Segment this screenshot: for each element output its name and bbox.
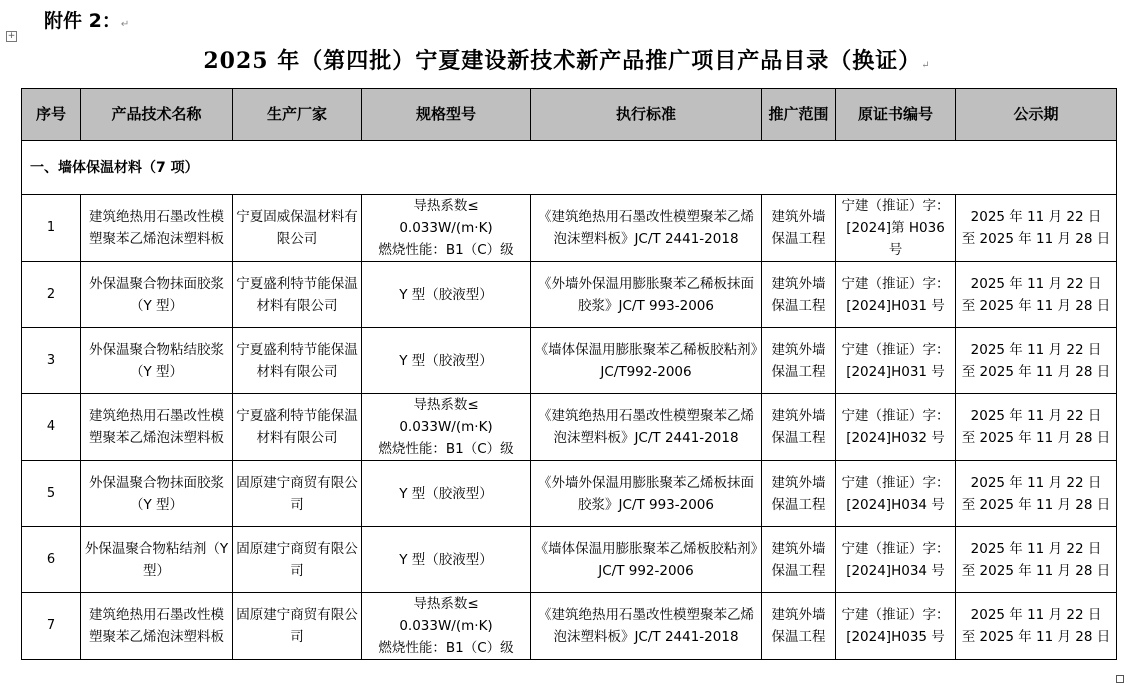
cell-spec [362, 593, 531, 660]
period-start: 2025 年 11 月 22 日 [970, 209, 1102, 225]
period-start: 2025 年 11 月 22 日 [970, 474, 1102, 491]
table-row [22, 195, 1117, 262]
spec-line: 导热系数≤ [413, 596, 479, 612]
cell-maker: 宁夏盛利特节能保温材料有限公司 [233, 262, 362, 328]
header-product: 产品技术名称 [81, 89, 233, 141]
spec-line: 燃烧性能：B1（C）级 [378, 640, 514, 656]
table-row [22, 394, 1117, 461]
cell-maker: 固原建宁商贸有限公司 [233, 527, 362, 593]
cert-line: 宁建（推证）字： [841, 607, 950, 623]
cell-standard: 《墙体保温用膨胀聚苯乙稀板胶粘剂》JC/T992-2006 [531, 328, 762, 394]
cell-scope: 建筑外墙保温工程 [762, 394, 836, 461]
cell-index: 4 [22, 394, 81, 461]
cell-standard: 《建筑绝热用石墨改性模塑聚苯乙烯泡沫塑料板》JC/T 2441-2018 [531, 593, 762, 660]
spec-line: 燃烧性能：B1（C）级 [378, 242, 514, 258]
table-row [22, 461, 1117, 527]
cell-cert [836, 394, 956, 461]
spec-line: Y 型（胶液型） [399, 485, 493, 502]
cell-spec [362, 394, 531, 461]
header-cert: 原证书编号 [836, 89, 956, 141]
header-period: 公示期 [956, 89, 1117, 141]
cell-product: 外保温聚合物抹面胶浆（Y 型） [81, 262, 233, 328]
cell-cert [836, 527, 956, 593]
cell-standard: 《外墙外保温用膨胀聚苯乙稀板抹面胶浆》JC/T 993-2006 [531, 262, 762, 328]
cert-line: [2024]H034 号 [846, 562, 945, 579]
cert-line: 宁建（推证）字： [841, 198, 950, 214]
header-spec: 规格型号 [362, 89, 531, 141]
period-end: 至 2025 年 11 月 28 日 [961, 430, 1111, 446]
period-start: 2025 年 11 月 22 日 [970, 540, 1102, 557]
period-start: 2025 年 11 月 22 日 [970, 275, 1102, 292]
cell-scope: 建筑外墙保温工程 [762, 328, 836, 394]
table-row [22, 593, 1117, 660]
spec-line: Y 型（胶液型） [399, 352, 493, 369]
cell-period [956, 461, 1117, 527]
page-title: 2025 年（第四批）宁夏建设新技术新产品推广项目产品目录（换证）↵ [203, 48, 931, 74]
period-end: 至 2025 年 11 月 28 日 [961, 629, 1111, 645]
period-start: 2025 年 11 月 22 日 [970, 607, 1102, 623]
cell-product: 外保温聚合物粘结胶浆（Y 型） [81, 328, 233, 394]
cell-maker: 宁夏盛利特节能保温材料有限公司 [233, 328, 362, 394]
cell-spec [362, 527, 531, 593]
spec-line: 燃烧性能：B1（C）级 [378, 441, 514, 457]
cert-line: [2024]H031 号 [846, 363, 945, 380]
cell-period [956, 394, 1117, 461]
cell-scope: 建筑外墙保温工程 [762, 262, 836, 328]
cell-spec [362, 262, 531, 328]
cell-product: 建筑绝热用石墨改性模塑聚苯乙烯泡沫塑料板 [81, 593, 233, 660]
cell-period [956, 527, 1117, 593]
cell-index: 3 [22, 328, 81, 394]
cell-index: 1 [22, 195, 81, 262]
cell-standard: 《建筑绝热用石墨改性模塑聚苯乙烯泡沫塑料板》JC/T 2441-2018 [531, 195, 762, 262]
cell-period [956, 262, 1117, 328]
category-row [22, 141, 1117, 195]
cell-standard: 《墙体保温用膨胀聚苯乙烯板胶粘剂》JC/T 992-2006 [531, 527, 762, 593]
cell-maker: 宁夏盛利特节能保温材料有限公司 [233, 394, 362, 461]
cell-scope: 建筑外墙保温工程 [762, 461, 836, 527]
cell-index: 5 [22, 461, 81, 527]
period-end: 至 2025 年 11 月 28 日 [961, 297, 1111, 314]
cert-line: [2024]第 H036 号 [846, 220, 945, 258]
cell-cert [836, 195, 956, 262]
cert-line: 宁建（推证）字： [841, 341, 950, 358]
spec-line: 0.033W/(m·K) [399, 419, 493, 435]
cell-period [956, 328, 1117, 394]
header-index: 序号 [22, 89, 81, 141]
cert-line: [2024]H034 号 [846, 496, 945, 513]
cell-scope: 建筑外墙保温工程 [762, 195, 836, 262]
cell-maker: 宁夏固威保温材料有限公司 [233, 195, 362, 262]
table-row [22, 527, 1117, 593]
cell-index: 2 [22, 262, 81, 328]
cell-product: 外保温聚合物粘结剂（Y 型） [81, 527, 233, 593]
category-label: 一、墙体保温材料（7 项） [22, 141, 1117, 195]
attachment-label: 附件 2：↵ [44, 10, 130, 32]
table-anchor-icon[interactable]: + [7, 31, 16, 41]
cell-scope: 建筑外墙保温工程 [762, 527, 836, 593]
spec-line: 0.033W/(m·K) [399, 618, 493, 634]
spec-line: Y 型（胶液型） [399, 551, 493, 568]
period-start: 2025 年 11 月 22 日 [970, 408, 1102, 424]
table-row [22, 328, 1117, 394]
spec-line: 0.033W/(m·K) [399, 220, 493, 236]
period-end: 至 2025 年 11 月 28 日 [961, 231, 1111, 247]
header-standard: 执行标准 [531, 89, 762, 141]
cell-cert [836, 593, 956, 660]
cell-product: 外保温聚合物抹面胶浆（Y 型） [81, 461, 233, 527]
header-maker: 生产厂家 [233, 89, 362, 141]
header-row [22, 89, 1117, 141]
cell-spec [362, 195, 531, 262]
cell-cert [836, 328, 956, 394]
cert-line: 宁建（推证）字： [841, 540, 950, 557]
spec-line: 导热系数≤ [413, 198, 479, 214]
cell-spec [362, 461, 531, 527]
spec-line: Y 型（胶液型） [399, 286, 493, 303]
product-table [21, 88, 1117, 660]
cell-product: 建筑绝热用石墨改性模塑聚苯乙烯泡沫塑料板 [81, 394, 233, 461]
cell-period [956, 195, 1117, 262]
spec-line: 导热系数≤ [413, 397, 479, 413]
table-end-marker [1116, 675, 1124, 683]
cell-cert [836, 262, 956, 328]
cell-index: 6 [22, 527, 81, 593]
cert-line: 宁建（推证）字： [841, 408, 950, 424]
cert-line: 宁建（推证）字： [841, 275, 950, 292]
table-row [22, 262, 1117, 328]
period-start: 2025 年 11 月 22 日 [970, 341, 1102, 358]
period-end: 至 2025 年 11 月 28 日 [961, 496, 1111, 513]
cert-line: [2024]H032 号 [846, 430, 945, 446]
cell-scope: 建筑外墙保温工程 [762, 593, 836, 660]
cell-standard: 《外墙外保温用膨胀聚苯乙烯板抹面胶浆》JC/T 993-2006 [531, 461, 762, 527]
cell-maker: 固原建宁商贸有限公司 [233, 593, 362, 660]
cert-line: 宁建（推证）字： [841, 474, 950, 491]
cell-maker: 固原建宁商贸有限公司 [233, 461, 362, 527]
cell-cert [836, 461, 956, 527]
cert-line: [2024]H035 号 [846, 629, 945, 645]
cell-product: 建筑绝热用石墨改性模塑聚苯乙烯泡沫塑料板 [81, 195, 233, 262]
cell-standard: 《建筑绝热用石墨改性模塑聚苯乙烯泡沫塑料板》JC/T 2441-2018 [531, 394, 762, 461]
cell-period [956, 593, 1117, 660]
period-end: 至 2025 年 11 月 28 日 [961, 363, 1111, 380]
period-end: 至 2025 年 11 月 28 日 [961, 562, 1111, 579]
header-scope: 推广范围 [762, 89, 836, 141]
cert-line: [2024]H031 号 [846, 297, 945, 314]
cell-index: 7 [22, 593, 81, 660]
cell-spec [362, 328, 531, 394]
